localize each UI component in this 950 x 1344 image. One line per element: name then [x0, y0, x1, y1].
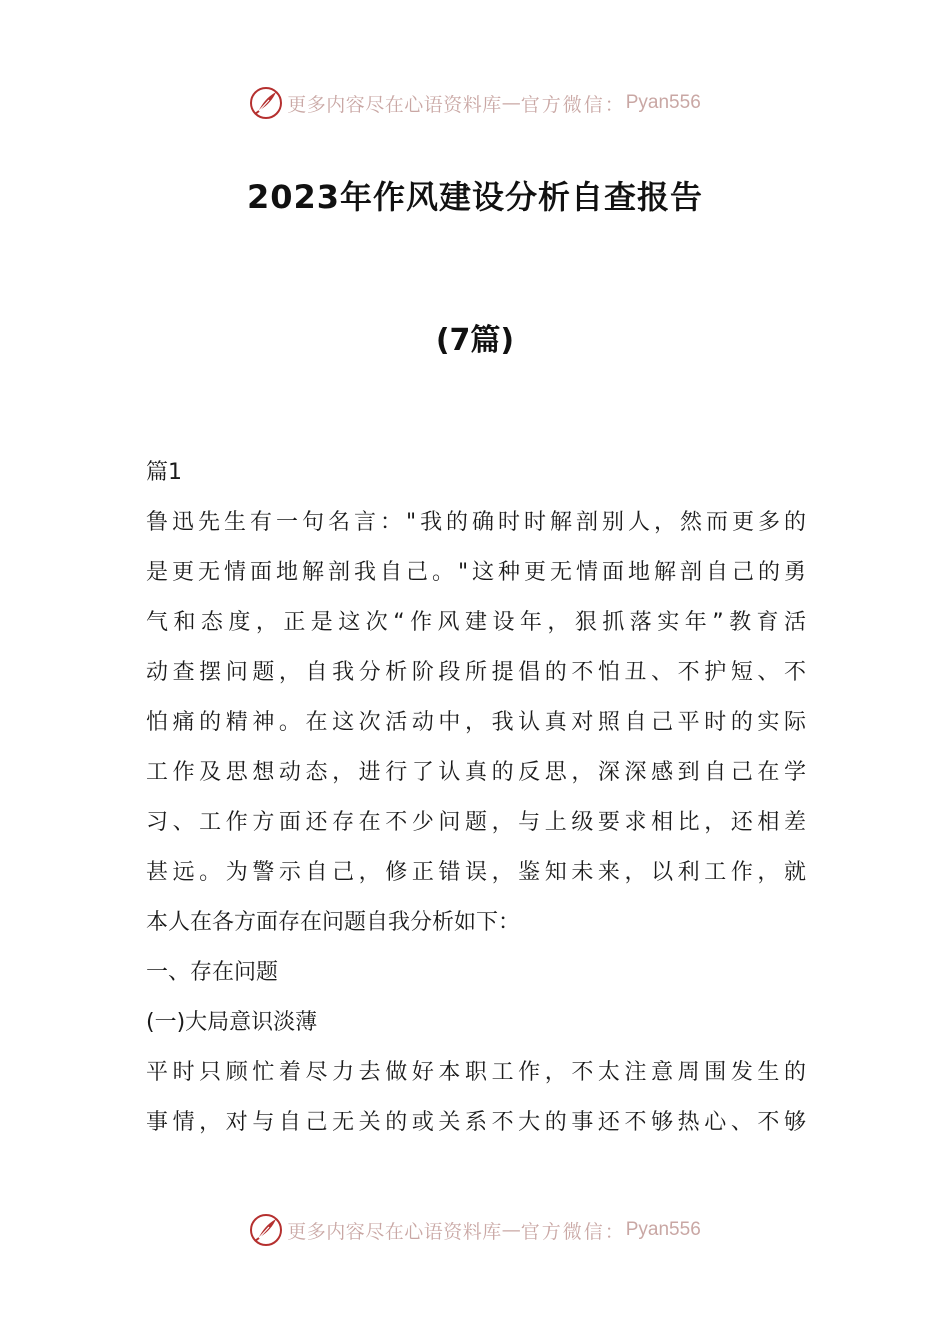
paragraph-line: 气和态度，正是这次“作风建设年，狠抓落实年”教育活 — [146, 610, 806, 635]
watermark-wechat-id: Pyan556 — [625, 92, 701, 113]
subsection-heading: (一)大局意识淡薄 — [146, 1010, 318, 1035]
watermark-wechat-label: 官方微信： — [520, 1220, 626, 1243]
watermark-wechat-label: 官方微信： — [520, 93, 626, 116]
document-subtitle: (7篇) — [435, 323, 515, 358]
section-heading: 篇1 — [146, 460, 182, 485]
paragraph-line: 习、工作方面还存在不少问题，与上级要求相比，还相差 — [146, 810, 806, 835]
paragraph-line: 是更无情面地解剖我自己。"这种更无情面地解剖自己的勇 — [146, 560, 806, 585]
paragraph-line: 怕痛的精神。在这次活动中，我认真对照自己平时的实际 — [146, 710, 806, 735]
watermark-site-text: 更多内容尽在心语资料库 — [287, 1220, 502, 1243]
paragraph-line: 动查摆问题，自我分析阶段所提倡的不怕丑、不护短、不 — [146, 660, 806, 685]
watermark-separator: — — [501, 1219, 521, 1241]
paragraph-line: 本人在各方面存在问题自我分析如下： — [146, 910, 521, 935]
paragraph-line: 工作及思想动态，进行了认真的反思，深深感到自己在学 — [146, 760, 806, 785]
paragraph-line: 事情，对与自己无关的或关系不大的事还不够热心、不够 — [146, 1110, 806, 1135]
document-body — [146, 448, 806, 1148]
watermark-site-text: 更多内容尽在心语资料库 — [287, 93, 502, 116]
paragraph-line: 平时只顾忙着尽力去做好本职工作，不太注意周围发生的 — [146, 1060, 806, 1085]
section-heading: 一、存在问题 — [146, 960, 279, 985]
watermark-wechat-id: Pyan556 — [625, 1219, 701, 1240]
feather-pen-logo-icon — [249, 1213, 283, 1247]
feather-pen-logo-icon — [249, 86, 283, 120]
watermark-separator: — — [501, 92, 521, 114]
footer-watermark — [0, 1210, 950, 1250]
header-watermark — [0, 83, 950, 123]
paragraph-line: 甚远。为警示自己，修正错误，鉴知未来，以利工作，就 — [146, 860, 806, 885]
paragraph-line: 鲁迅先生有一句名言："我的确时时解剖别人，然而更多的 — [146, 510, 806, 535]
document-title: 2023年作风建设分析自查报告 — [246, 178, 704, 216]
